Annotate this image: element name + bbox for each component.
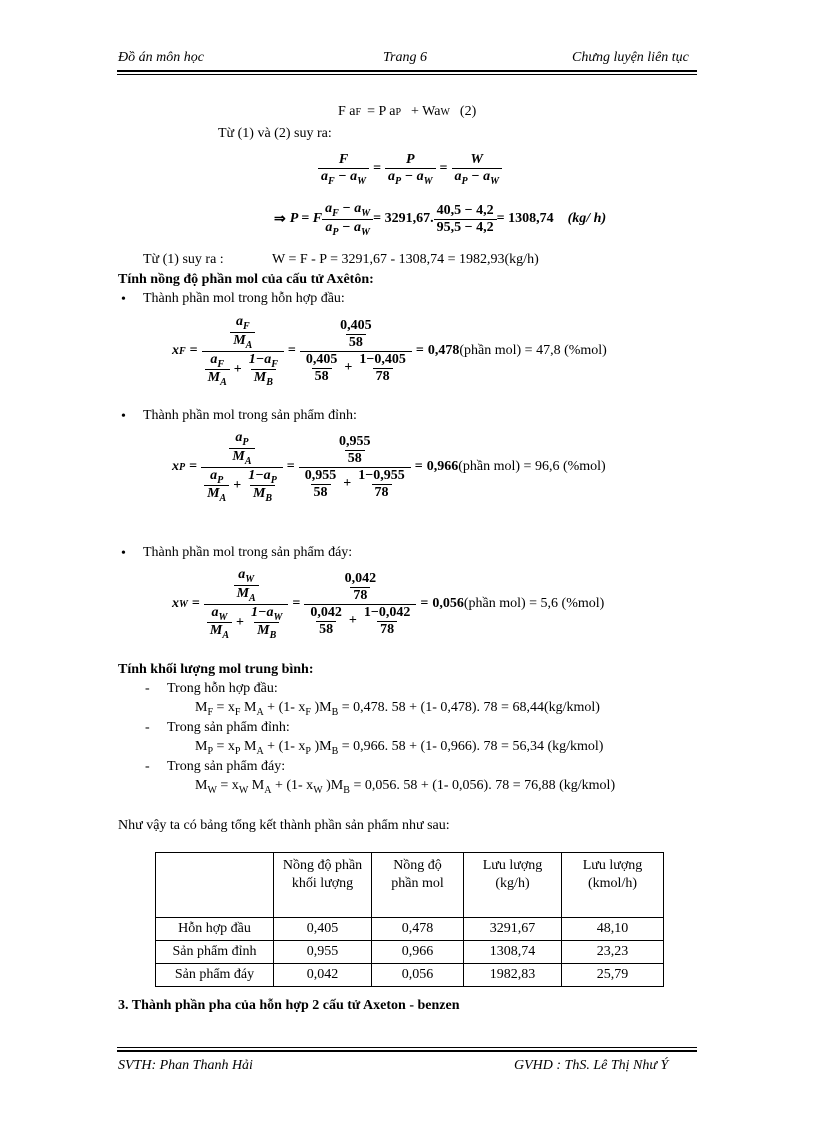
header-left: Đồ án môn học xyxy=(118,50,204,65)
summary-intro: Như vậy ta có bảng tổng kết thành phần sản phẩm như sau: xyxy=(118,818,450,833)
xp-equation: x P = $\frac{a_P}{M_A}$ $\frac{a_P}{M_A}$ + $\frac{1-a_P}{M_B}$ = $\frac{0,955}{58}$ $\frac{0,955}{58}$ + $\frac{1-0,955}{78}$ = 0,966 (phần mol) = 96,6 (%mol) xyxy=(172,430,606,505)
table-cell: 0,042 xyxy=(274,964,372,987)
bullet-bottom: Thành phần mol trong sản phẩm đáy: xyxy=(143,545,353,560)
molar-mass-dash: - xyxy=(145,720,150,735)
table-cell: 23,23 xyxy=(562,941,664,964)
ratio-equation: $\frac{F}{a_F - a_W}$ = $\frac{P}{a_P - a_W}$ = $\frac{W}{a_P - a_W}$ xyxy=(318,152,502,187)
table-cell: Sản phẩm đỉnh xyxy=(156,941,274,964)
molar-mass-formula: $M_W = x_W$ $M_A + (1-$ $x_W$ )$M_B = 0,056$. 58 + (1- 0,056). 78 = 76,88 (kg/kmol) xyxy=(195,778,616,796)
table-cell: 0,955 xyxy=(274,941,372,964)
heading-mole-fraction: Tính nồng độ phần mol của cấu tử Axêtôn: xyxy=(118,272,374,287)
table-cell: 0,478 xyxy=(372,918,464,941)
bullet-icon: • xyxy=(121,409,126,424)
table-cell: 0,966 xyxy=(372,941,464,964)
header-rule xyxy=(117,70,697,72)
bullet-icon: • xyxy=(121,546,126,561)
table-cell: 0,056 xyxy=(372,964,464,987)
intro-suy-ra: Từ (1) và (2) suy ra: xyxy=(218,126,332,141)
footer-left: SVTH: Phan Thanh Hải xyxy=(118,1058,253,1073)
w-label: Từ (1) suy ra : xyxy=(143,252,224,267)
result-p-equation: ⇒ P = F $\frac{a_F - a_W}{a_P - a_W}$ = 3291,67. $\frac{40,5 - 4,2}{95,5 - 4,2}$ = 1308,74 (kg/ h) xyxy=(274,201,607,238)
summary-table xyxy=(155,852,664,987)
molar-mass-label: Trong sản phẩm đáy: xyxy=(167,759,286,774)
table-cell: Hỗn hợp đầu xyxy=(156,918,274,941)
molar-mass-dash: - xyxy=(145,759,150,774)
molar-mass-label: Trong hỗn hợp đầu: xyxy=(167,681,278,696)
table-cell: Sản phẩm đáy xyxy=(156,964,274,987)
bullet-icon: • xyxy=(121,292,126,307)
molar-mass-label: Trong sản phẩm đỉnh: xyxy=(167,720,290,735)
molar-mass-formula: $M_P = x_P$ $M_A + (1-$ $x_P$ )$M_B = 0,966$. 58 + (1- 0,966). 78 = 56,34 (kg/kmol) xyxy=(195,739,604,757)
header-right: Chưng luyện liên tục xyxy=(572,50,689,65)
table-header-cell: Nồng độ phần khối lượng xyxy=(274,853,372,918)
table-row xyxy=(156,964,664,987)
table-header-cell xyxy=(156,853,274,918)
footer-right: GVHD : ThS. Lê Thị Như Ý xyxy=(514,1058,669,1073)
eq2-lhs: F a xyxy=(338,104,356,119)
equation-2: F a F = P a P + Wa W (2) xyxy=(338,104,477,119)
molar-mass-dash: - xyxy=(145,681,150,696)
table-row xyxy=(156,918,664,941)
xf-equation: x F = $\frac{a_F}{M_A}$ $\frac{a_F}{M_A}$ + $\frac{1-a_F}{M_B}$ = $\frac{0,405}{58}$ $\frac{0,405}{58}$ + $\frac{1-0,405}{78}$ = 0,478 (phần mol) = 47,8 (%mol) xyxy=(172,314,607,389)
xw-equation: x W = $\frac{a_W}{M_A}$ $\frac{a_W}{M_A}$ + $\frac{1-a_W}{M_B}$ = $\frac{0,042}{78}$ $\frac{0,042}{58}$ + $\frac{1-0,042}{78}$ = 0,056 (phần mol) = 5,6 (%mol) xyxy=(172,567,605,642)
header-rule-thin xyxy=(117,74,697,75)
table-header-cell: Nồng độ phần mol xyxy=(372,853,464,918)
bullet-top: Thành phần mol trong sản phẩm đỉnh: xyxy=(143,408,357,423)
table-cell: 1982,83 xyxy=(464,964,562,987)
section-3-heading: 3. Thành phần pha của hỗn hợp 2 cấu tử Axeton - benzen xyxy=(118,998,460,1013)
bullet-feed: Thành phần mol trong hỗn hợp đầu: xyxy=(143,291,345,306)
table-cell: 3291,67 xyxy=(464,918,562,941)
table-cell: 25,79 xyxy=(562,964,664,987)
table-header-cell: Lưu lượng (kg/h) xyxy=(464,853,562,918)
table-header-cell: Lưu lượng (kmol/h) xyxy=(562,853,664,918)
heading-molar-mass: Tính khối lượng mol trung bình: xyxy=(118,662,314,677)
footer-rule-thin xyxy=(117,1047,697,1048)
header-page-number: Trang 6 xyxy=(383,50,427,65)
table-cell: 48,10 xyxy=(562,918,664,941)
table-row xyxy=(156,941,664,964)
table-cell: 0,405 xyxy=(274,918,372,941)
table-cell: 1308,74 xyxy=(464,941,562,964)
w-result: W = F - P = 3291,67 - 1308,74 = 1982,93(kg/h) xyxy=(272,252,539,267)
footer-rule xyxy=(117,1050,697,1052)
molar-mass-formula: $M_F = x_F$ $M_A + (1-$ $x_F$ )$M_B = 0,478$. 58 + (1- 0,478). 78 = 68,44(kg/kmol) xyxy=(195,700,600,718)
